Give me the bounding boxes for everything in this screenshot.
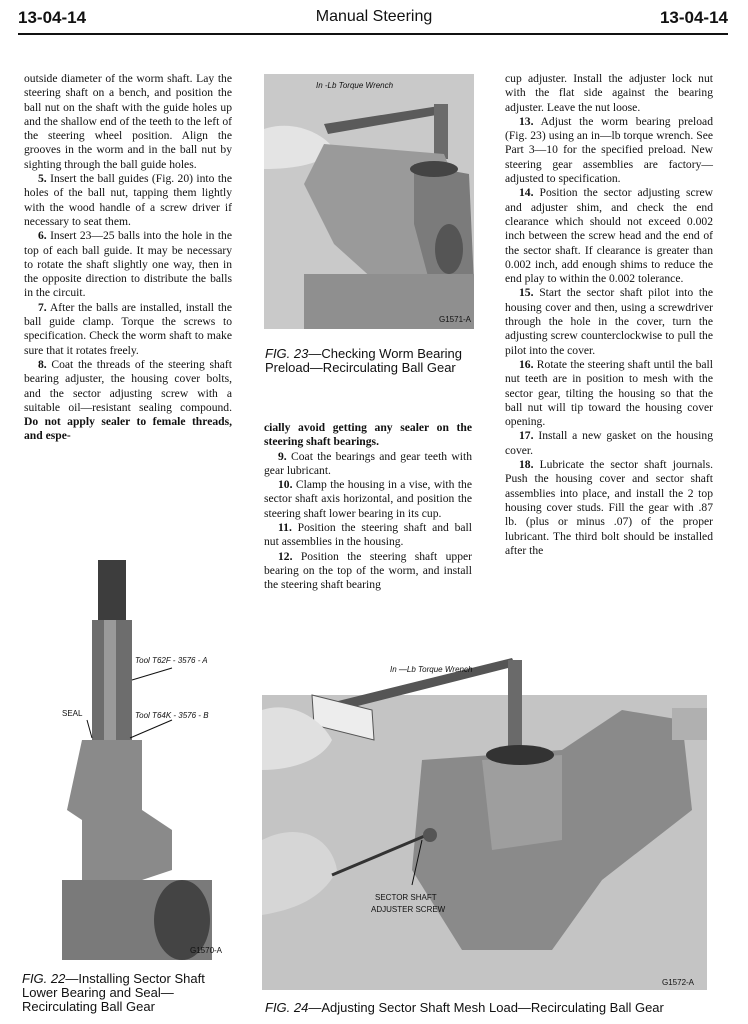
fig22-seal: SEAL (62, 709, 83, 718)
step-text: Coat the threads of the steering shaft bearing adjuster, the housing cover bolts, and the sector adjusting screw with a suitable oil—resistant sealing compound. (24, 357, 232, 414)
page-number-right: 13-04-14 (659, 8, 728, 27)
step-7 (24, 301, 232, 358)
column-1 (24, 72, 232, 444)
step-text: Install a new gasket on the housing cover. (505, 429, 713, 457)
step-text: After the balls are installed, install the ball guide clamp. Torque the screws to specification. Check the worm shaft to make sure that it rotates freely. (24, 300, 232, 357)
step-text: Position the sector adjusting screw and adjuster shim, and check the end clearance which should not exceed 0.002 inch between the screw head and the end of the sector shaft. If clearance is greater than 0.002 inch, add enough shims to reduce the end play to within the 0.002 tolerance. (505, 186, 714, 286)
page-number-left: 13-04-14 (18, 8, 87, 27)
fig-number: FIG. 22 (22, 971, 66, 986)
step-number: 15. (519, 286, 534, 300)
step-text: Insert 23—25 balls into the hole in the top of each ball guide. It may be necessary to rotate the shaft slightly one way, then in the opposite direction to distribute the balls in the circuit. (24, 229, 232, 300)
column-3 (505, 72, 713, 558)
step-6 (24, 229, 232, 300)
fig24-photo (262, 650, 714, 995)
fig23-caption (265, 347, 475, 375)
fig23-photo (264, 74, 489, 339)
fig22-tool1: Tool T62F - 3576 - A (135, 656, 208, 665)
step-16 (505, 358, 713, 429)
step-text: Position the steering shaft upper bearing on the top of the worm, and install the steering shaft bearing (264, 549, 472, 592)
paragraph: outside diameter of the worm shaft. Lay the steering shaft on a bench, and position the ball nut on the shaft with the guide holes up and the shallow end of the teeth to the left of the steering wheel position. Align the grooves in the worm and in the ball nut by sighting through the ball guide holes. (24, 72, 232, 171)
step-number: 13. (519, 114, 534, 128)
step-5 (24, 172, 232, 229)
step-number: 9. (278, 449, 287, 463)
fig22-photo (22, 560, 237, 960)
step-13 (505, 115, 713, 186)
step-text: Lubricate the sector shaft journals. Push the housing cover and sector shaft assemblies into place, and install the 2 top housing cover studs. Fill the gear with .87 lb. (plus or minus .07) of the proper lubricant. The third bolt should be installed after the (505, 458, 713, 557)
step-14 (505, 186, 713, 286)
step-number: 10. (278, 478, 293, 492)
fig24-screw2: ADJUSTER SCREW (371, 905, 446, 914)
fig-number: FIG. 24 (265, 1000, 309, 1015)
fig-number: FIG. 23 (265, 346, 309, 361)
step-number: 7. (38, 300, 47, 314)
step-text: Coat the bearings and gear teeth with gear lubricant. (264, 449, 472, 477)
warning-continued: cially avoid getting any sealer on the steering shaft bearings. (264, 421, 472, 449)
step-text: Rotate the steering shaft until the ball nut teeth are in position to mesh with the sector gear, tilting the housing so that the ball nut will tip toward the housing cover opening. (505, 357, 713, 429)
fig24-screw1: SECTOR SHAFT (375, 893, 437, 902)
step-8 (24, 358, 232, 444)
step-10 (264, 478, 472, 521)
fig23-label: In -Lb Torque Wrench (316, 81, 394, 90)
step-9 (264, 450, 472, 479)
step-number: 6. (38, 229, 47, 243)
step-number: 12. (278, 549, 293, 563)
paragraph: cup adjuster. Install the adjuster lock nut with the flat side against the bearing adjuster. Leave the nut loose. (505, 72, 713, 114)
section-title: Manual Steering (315, 8, 433, 25)
warning-text: Do not apply sealer to female threads, and espe- (24, 415, 232, 443)
step-text: Position the steering shaft and ball nut assemblies in the housing. (264, 521, 472, 549)
fig22-caption (22, 972, 237, 1014)
caption-text: —Checking Worm Bearing Preload—Recirculating Ball Gear (265, 346, 463, 375)
step-12 (264, 550, 472, 593)
fig24-code: G1572-A (662, 978, 695, 987)
step-17 (505, 429, 713, 458)
fig22-code: G1570-A (190, 946, 223, 955)
step-15 (505, 286, 713, 357)
step-number: 8. (38, 357, 47, 371)
step-text: Insert the ball guides (Fig. 20) into the holes of the ball nut, tapping them lightly with the wood handle of a screw driver if necessary to seat them. (24, 172, 232, 228)
step-number: 17. (519, 429, 534, 443)
fig23-code: G1571-A (439, 315, 472, 324)
step-number: 5. (38, 172, 47, 186)
step-11 (264, 521, 472, 550)
step-18 (505, 458, 713, 558)
step-number: 16. (519, 357, 534, 371)
step-number: 11. (278, 521, 292, 535)
caption-text: —Installing Sector Shaft Lower Bearing and Seal—Recirculating Ball Gear (22, 971, 205, 1014)
fig24-label: In —Lb Torque Wrench (390, 665, 473, 674)
step-text: Start the sector shaft pilot into the housing cover and then, using a screwdriver through the hole in the cover, turn the adjusting screw counterclockwise to pull the pilot into the cover. (505, 286, 713, 357)
step-number: 14. (519, 186, 534, 200)
step-number: 18. (519, 458, 534, 472)
step-text: Clamp the housing in a vise, with the sector shaft axis horizontal, and position the steering shaft lower bearing in its cup. (264, 478, 472, 520)
header-rule (18, 33, 728, 35)
column-2 (264, 421, 472, 593)
fig22-tool2: Tool T64K - 3576 - B (135, 711, 209, 720)
step-text: Adjust the worm bearing preload (Fig. 23) using an in—lb torque wrench. See Part 3—10 for the specified preload. New steering gear assemblies are factory—adjusted to specification. (505, 114, 713, 186)
fig24-caption (265, 1001, 735, 1015)
caption-text: —Adjusting Sector Shaft Mesh Load—Recirculating Ball Gear (308, 1000, 664, 1015)
